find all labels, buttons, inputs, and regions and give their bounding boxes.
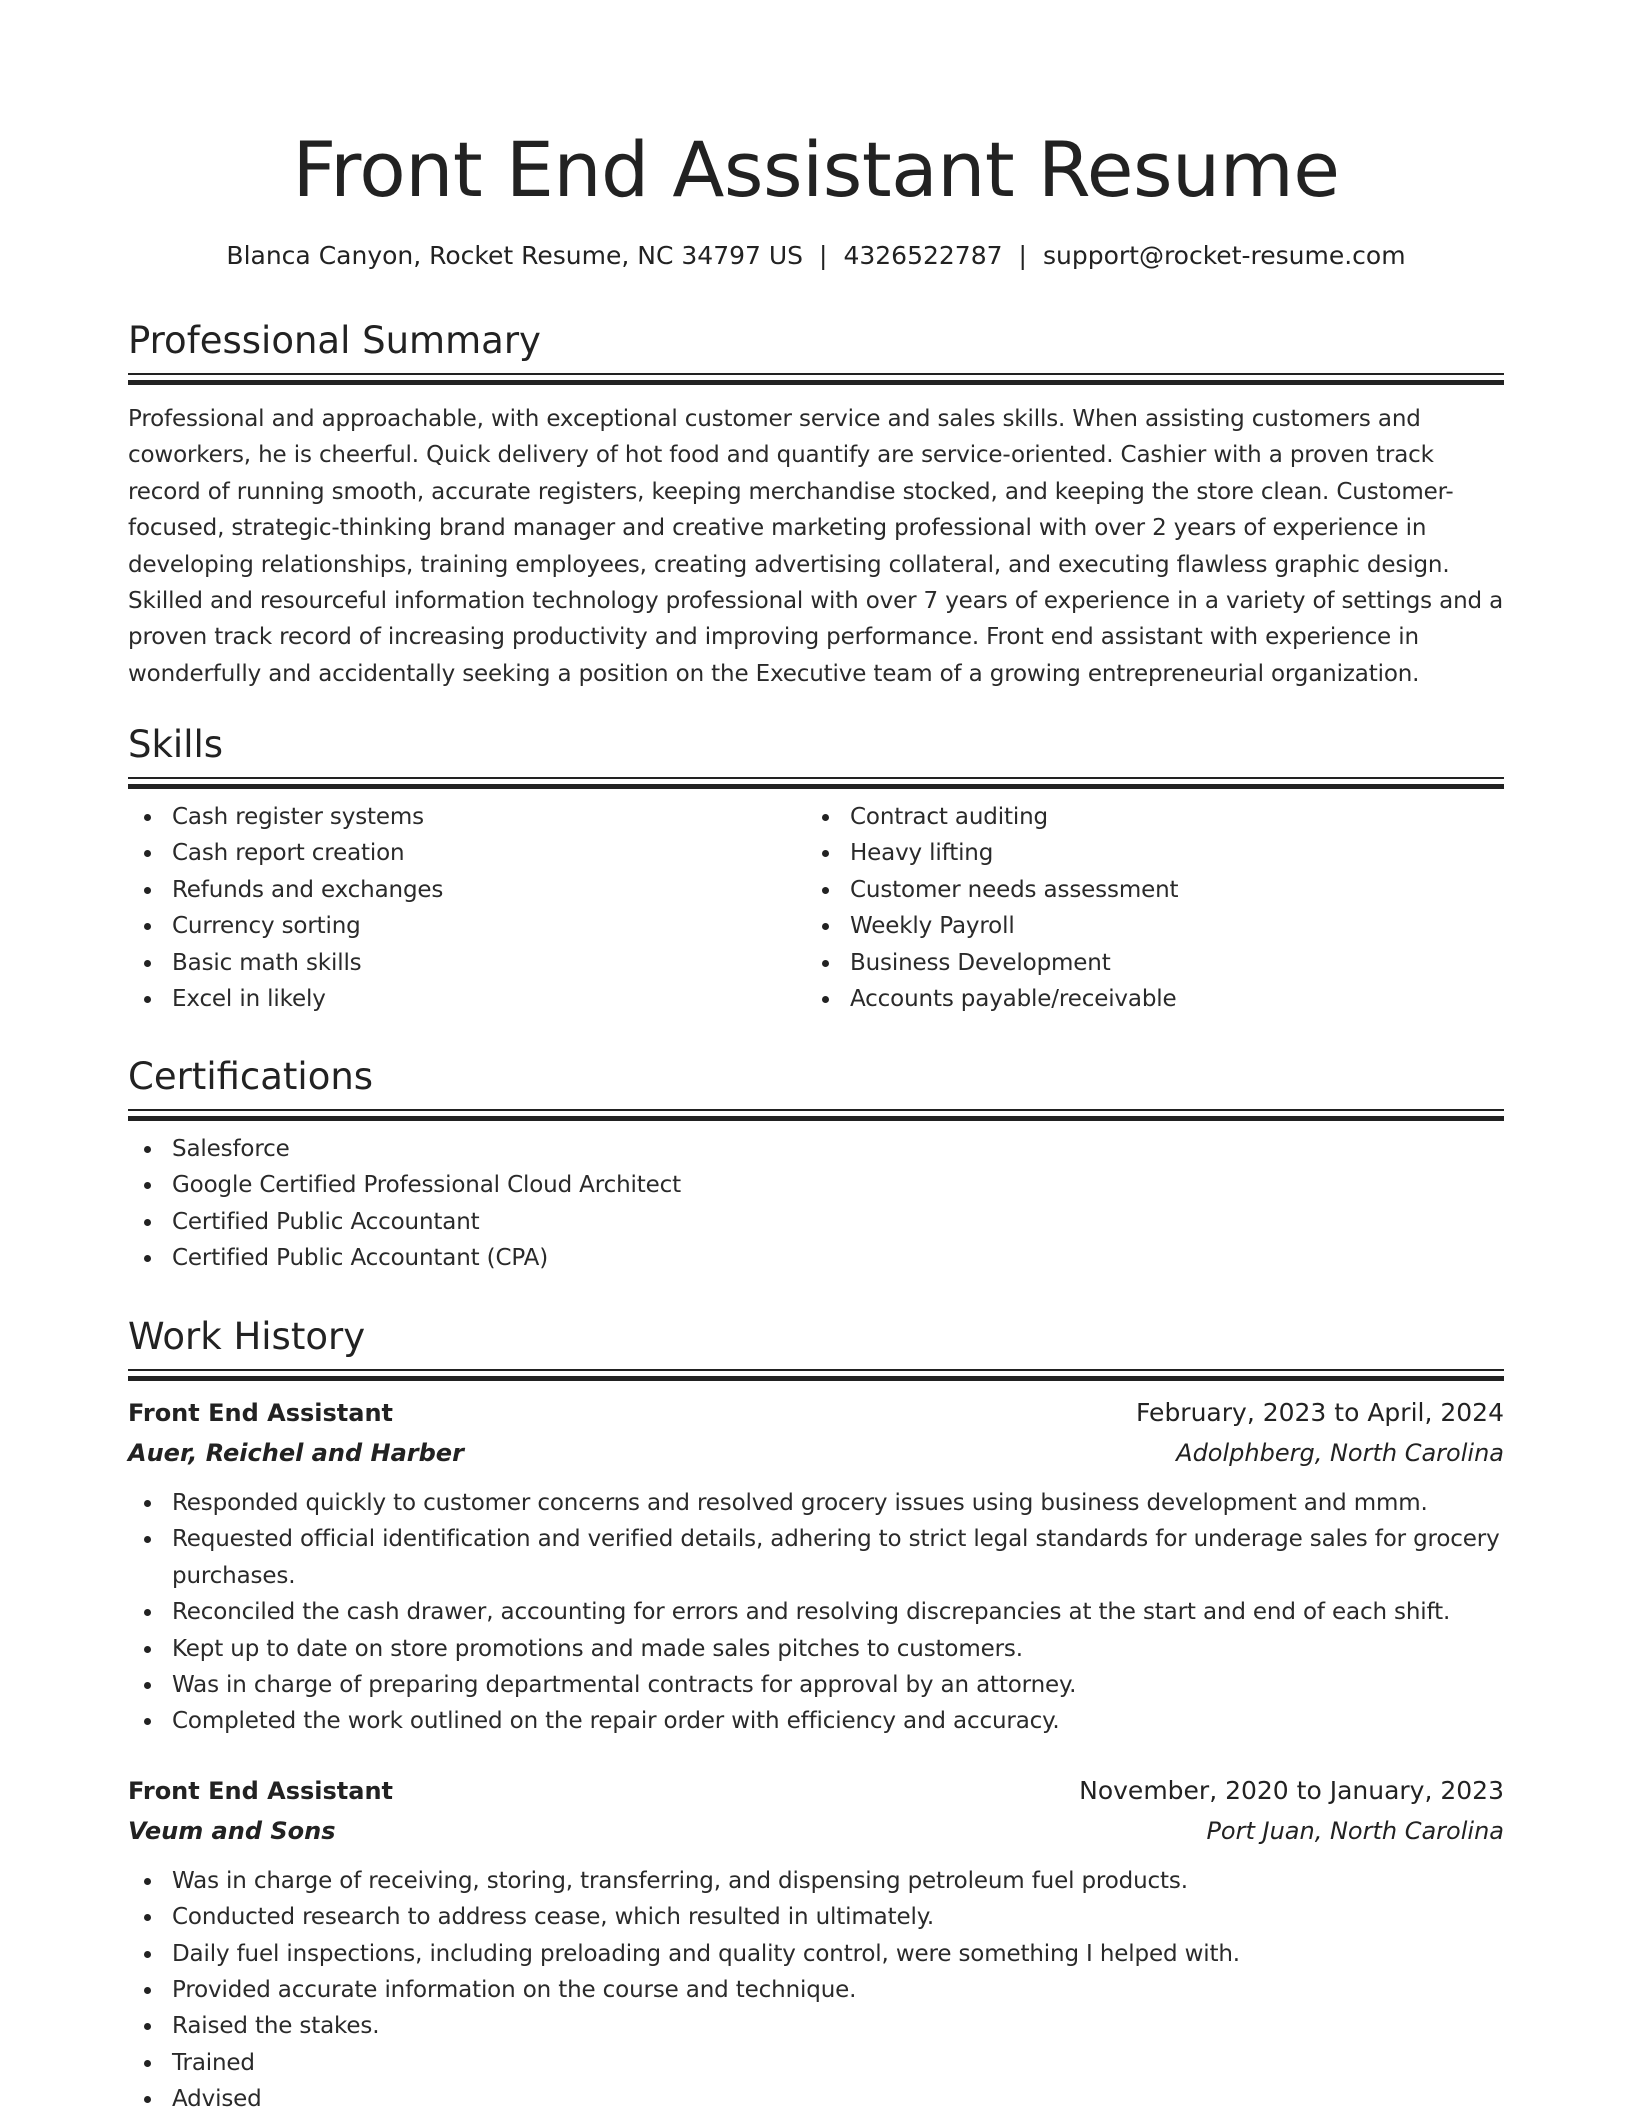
job-duty: Daily fuel inspections, including preloading and quality control, were something I helped with. <box>128 1936 1504 1972</box>
job-title: Front End Assistant <box>128 1776 393 1805</box>
job-dates: February, 2023 to April, 2024 <box>1136 1398 1504 1427</box>
skill-item: Basic math skills <box>128 945 806 981</box>
skill-item: Excel in likely <box>128 981 806 1017</box>
job-duty: Advised <box>128 2081 1504 2117</box>
job-duty: Responded quickly to customer concerns and resolved grocery issues using business development and mmm. <box>128 1485 1504 1521</box>
job-company-row <box>128 1433 1504 1473</box>
job-duty: Conducted research to address cease, which resulted in ultimately. <box>128 1899 1504 1935</box>
skills-section <box>128 721 1504 1017</box>
skills-heading: Skills <box>128 723 224 766</box>
section-divider <box>128 373 1504 385</box>
certifications-section <box>128 1053 1504 1277</box>
section-divider <box>128 1109 1504 1121</box>
work-history-section <box>128 1313 1504 2118</box>
contact-address: Blanca Canyon, Rocket Resume, NC 34797 US <box>226 241 804 270</box>
skills-column-left <box>128 799 806 1017</box>
skill-item: Business Development <box>806 945 1484 981</box>
skill-item: Currency sorting <box>128 908 806 944</box>
certifications-heading: Certifications <box>128 1055 374 1098</box>
job-company: Veum and Sons <box>128 1816 336 1845</box>
certification-item: Salesforce <box>128 1131 1504 1167</box>
job-entry <box>128 1771 1504 2118</box>
job-duty: Completed the work outlined on the repair order with efficiency and accuracy. <box>128 1703 1504 1739</box>
section-divider <box>128 777 1504 789</box>
contact-email: support@rocket-resume.com <box>1042 241 1406 270</box>
skill-item: Customer needs assessment <box>806 872 1484 908</box>
job-company: Auer, Reichel and Harber <box>128 1439 464 1467</box>
job-title: Front End Assistant <box>128 1399 393 1427</box>
skill-item: Contract auditing <box>806 799 1484 835</box>
skill-item: Heavy lifting <box>806 835 1484 871</box>
summary-section <box>128 317 1504 692</box>
summary-text: Professional and approachable, with exceptional customer service and sales skills. When assisting customers and coworkers, he is cheerful. Quick delivery of hot food and quantify are service-oriented. Cashier with a proven track record of running smooth, accurate registers, keeping merchandise stocked, and keeping the store clean. Customer-focused, strategic-thinking brand manager and creative marketing professional with over 2 years of experience in developing relationships, training employees, creating advertising collateral, and executing flawless graphic design. Skilled and resourceful information technology professional with over 7 years of experience in a variety of settings and a proven track record of increasing productivity and improving performance. Front end assistant with experience in wonderfully and accidentally seeking a position on the Executive team of a growing entrepreneurial organization. <box>128 406 1504 687</box>
job-dates: November, 2020 to January, 2023 <box>1079 1775 1504 1805</box>
section-divider <box>128 1369 1504 1381</box>
job-duties-list <box>128 1485 1504 1740</box>
work-history-heading: Work History <box>128 1315 366 1358</box>
job-company-row <box>128 1811 1504 1851</box>
certifications-list <box>128 1131 1504 1277</box>
contact-line <box>128 238 1504 274</box>
summary-heading: Professional Summary <box>128 319 541 362</box>
resume-title: Front End Assistant Resume <box>292 125 1340 214</box>
skill-item: Cash report creation <box>128 835 806 871</box>
certification-item: Certified Public Accountant (CPA) <box>128 1240 1504 1276</box>
skills-columns <box>128 799 1504 1017</box>
skills-list-left <box>128 799 806 1017</box>
contact-separator: | <box>819 241 828 270</box>
certification-item: Google Certified Professional Cloud Architect <box>128 1167 1504 1203</box>
job-header-row <box>128 1771 1504 1811</box>
skills-column-right <box>806 799 1484 1017</box>
job-entry <box>128 1393 1504 1740</box>
skill-item: Refunds and exchanges <box>128 872 806 908</box>
contact-phone: 4326522787 <box>843 241 1003 270</box>
job-duties-list <box>128 1863 1504 2118</box>
job-location: Adolphberg, North Carolina <box>1176 1439 1504 1467</box>
job-duty: Reconciled the cash drawer, accounting for errors and resolving discrepancies at the start and end of each shift. <box>128 1594 1504 1630</box>
skill-item: Cash register systems <box>128 799 806 835</box>
job-duty: Was in charge of preparing departmental contracts for approval by an attorney. <box>128 1667 1504 1703</box>
skills-list-right <box>806 799 1484 1017</box>
job-duty: Trained <box>128 2045 1504 2081</box>
job-duty: Requested official identification and verified details, adhering to strict legal standards for underage sales for grocery purchases. <box>128 1521 1504 1594</box>
job-duty: Provided accurate information on the course and technique. <box>128 1972 1504 2008</box>
certification-item: Certified Public Accountant <box>128 1204 1504 1240</box>
job-duty: Was in charge of receiving, storing, transferring, and dispensing petroleum fuel products. <box>128 1863 1504 1899</box>
job-location: Port Juan, North Carolina <box>1206 1816 1504 1845</box>
skill-item: Accounts payable/receivable <box>806 981 1484 1017</box>
job-duty: Kept up to date on store promotions and made sales pitches to customers. <box>128 1631 1504 1667</box>
job-duty: Raised the stakes. <box>128 2008 1504 2044</box>
contact-separator: | <box>1018 241 1027 270</box>
skill-item: Weekly Payroll <box>806 908 1484 944</box>
job-header-row <box>128 1393 1504 1433</box>
